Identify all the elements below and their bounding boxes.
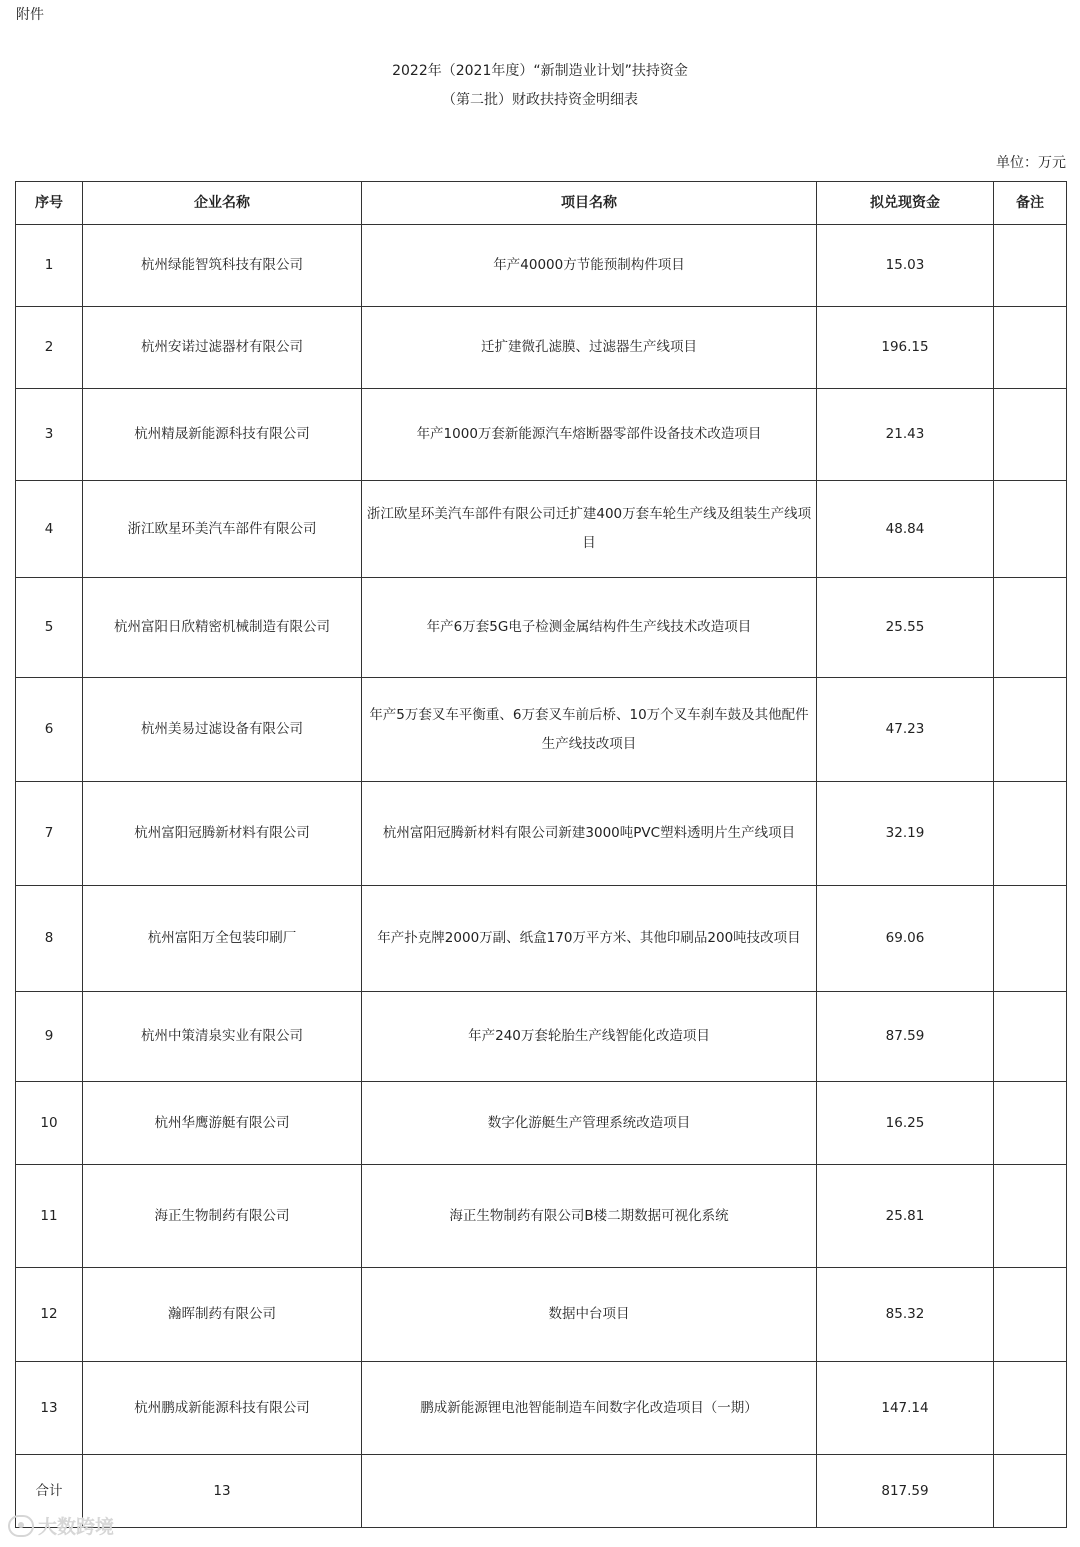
cell-amount: 25.81 — [817, 1165, 994, 1268]
cell-amount: 147.14 — [817, 1362, 994, 1455]
cell-company: 杭州中策清泉实业有限公司 — [83, 992, 362, 1082]
total-count: 13 — [83, 1455, 362, 1528]
cell-company: 杭州美易过滤设备有限公司 — [83, 678, 362, 782]
cell-remark — [994, 1165, 1067, 1268]
cell-no: 7 — [16, 782, 83, 886]
chat-bubble-icon — [8, 1515, 34, 1537]
cell-company: 杭州安诺过滤器材有限公司 — [83, 307, 362, 389]
cell-company: 杭州富阳冠腾新材料有限公司 — [83, 782, 362, 886]
cell-no: 9 — [16, 992, 83, 1082]
page-title: 2022年（2021年度）“新制造业计划”扶持资金 — [392, 63, 688, 79]
table-row — [16, 678, 1067, 782]
cell-amount: 47.23 — [817, 678, 994, 782]
total-row — [16, 1455, 1067, 1528]
cell-project: 杭州富阳冠腾新材料有限公司新建3000吨PVC塑料透明片生产线项目 — [362, 782, 817, 886]
table-row — [16, 1268, 1067, 1362]
table-row — [16, 481, 1067, 578]
cell-company: 海正生物制药有限公司 — [83, 1165, 362, 1268]
header-company: 企业名称 — [83, 182, 362, 225]
table-row — [16, 578, 1067, 678]
total-amount: 817.59 — [817, 1455, 994, 1528]
cell-project: 数字化游艇生产管理系统改造项目 — [362, 1082, 817, 1165]
cell-company: 浙江欧星环美汽车部件有限公司 — [83, 481, 362, 578]
cell-no: 8 — [16, 886, 83, 992]
cell-no: 11 — [16, 1165, 83, 1268]
table-row — [16, 1165, 1067, 1268]
cell-no: 13 — [16, 1362, 83, 1455]
cell-amount: 21.43 — [817, 389, 994, 481]
table-row — [16, 225, 1067, 307]
cell-project: 年产扑克牌2000万副、纸盒170万平方米、其他印刷品200吨技改项目 — [362, 886, 817, 992]
table-row — [16, 782, 1067, 886]
page-subtitle: （第二批）财政扶持资金明细表 — [442, 92, 638, 108]
cell-amount: 16.25 — [817, 1082, 994, 1165]
header-project: 项目名称 — [362, 182, 817, 225]
cell-no: 1 — [16, 225, 83, 307]
cell-remark — [994, 782, 1067, 886]
cell-remark — [994, 225, 1067, 307]
cell-amount: 25.55 — [817, 578, 994, 678]
cell-remark — [994, 389, 1067, 481]
total-remark — [994, 1455, 1067, 1528]
attachment-label: 附件 — [16, 7, 44, 23]
header-row — [16, 182, 1067, 225]
cell-remark — [994, 481, 1067, 578]
total-label: 合计 — [16, 1455, 83, 1528]
cell-project: 数据中台项目 — [362, 1268, 817, 1362]
cell-remark — [994, 1082, 1067, 1165]
cell-project: 年产240万套轮胎生产线智能化改造项目 — [362, 992, 817, 1082]
cell-project: 迁扩建微孔滤膜、过滤器生产线项目 — [362, 307, 817, 389]
cell-no: 4 — [16, 481, 83, 578]
cell-remark — [994, 1362, 1067, 1455]
cell-amount: 48.84 — [817, 481, 994, 578]
cell-project: 年产6万套5G电子检测金属结构件生产线技术改造项目 — [362, 578, 817, 678]
header-amount: 拟兑现资金 — [817, 182, 994, 225]
cell-project: 浙江欧星环美汽车部件有限公司迁扩建400万套车轮生产线及组装生产线项目 — [362, 481, 817, 578]
table-row — [16, 307, 1067, 389]
cell-project: 年产1000万套新能源汽车熔断器零部件设备技术改造项目 — [362, 389, 817, 481]
funding-table — [15, 181, 1067, 1528]
cell-amount: 15.03 — [817, 225, 994, 307]
table-row — [16, 886, 1067, 992]
table-row — [16, 992, 1067, 1082]
cell-no: 10 — [16, 1082, 83, 1165]
cell-amount: 85.32 — [817, 1268, 994, 1362]
cell-amount: 32.19 — [817, 782, 994, 886]
cell-remark — [994, 678, 1067, 782]
header-remark: 备注 — [994, 182, 1067, 225]
cell-amount: 69.06 — [817, 886, 994, 992]
cell-remark — [994, 307, 1067, 389]
unit-label: 单位：万元 — [996, 155, 1066, 171]
cell-company: 杭州绿能智筑科技有限公司 — [83, 225, 362, 307]
cell-company: 杭州富阳日欣精密机械制造有限公司 — [83, 578, 362, 678]
cell-project: 年产5万套叉车平衡重、6万套叉车前后桥、10万个叉车刹车鼓及其他配件生产线技改项目 — [362, 678, 817, 782]
cell-amount: 196.15 — [817, 307, 994, 389]
cell-remark — [994, 578, 1067, 678]
cell-remark — [994, 886, 1067, 992]
cell-company: 杭州鹏成新能源科技有限公司 — [83, 1362, 362, 1455]
table-row — [16, 1362, 1067, 1455]
cell-amount: 87.59 — [817, 992, 994, 1082]
watermark-text: 大数跨境 — [38, 1516, 115, 1538]
cell-no: 5 — [16, 578, 83, 678]
cell-remark — [994, 992, 1067, 1082]
cell-project: 年产40000方节能预制构件项目 — [362, 225, 817, 307]
cell-no: 6 — [16, 678, 83, 782]
cell-no: 3 — [16, 389, 83, 481]
cell-project: 鹏成新能源锂电池智能制造车间数字化改造项目（一期） — [362, 1362, 817, 1455]
table-row — [16, 389, 1067, 481]
cell-no: 2 — [16, 307, 83, 389]
cell-company: 杭州精晟新能源科技有限公司 — [83, 389, 362, 481]
total-project — [362, 1455, 817, 1528]
table-row — [16, 1082, 1067, 1165]
header-no: 序号 — [16, 182, 83, 225]
cell-company: 瀚晖制药有限公司 — [83, 1268, 362, 1362]
watermark — [8, 1512, 114, 1539]
cell-company: 杭州华鹰游艇有限公司 — [83, 1082, 362, 1165]
cell-no: 12 — [16, 1268, 83, 1362]
cell-project: 海正生物制药有限公司B楼二期数据可视化系统 — [362, 1165, 817, 1268]
cell-company: 杭州富阳万全包装印刷厂 — [83, 886, 362, 992]
cell-remark — [994, 1268, 1067, 1362]
